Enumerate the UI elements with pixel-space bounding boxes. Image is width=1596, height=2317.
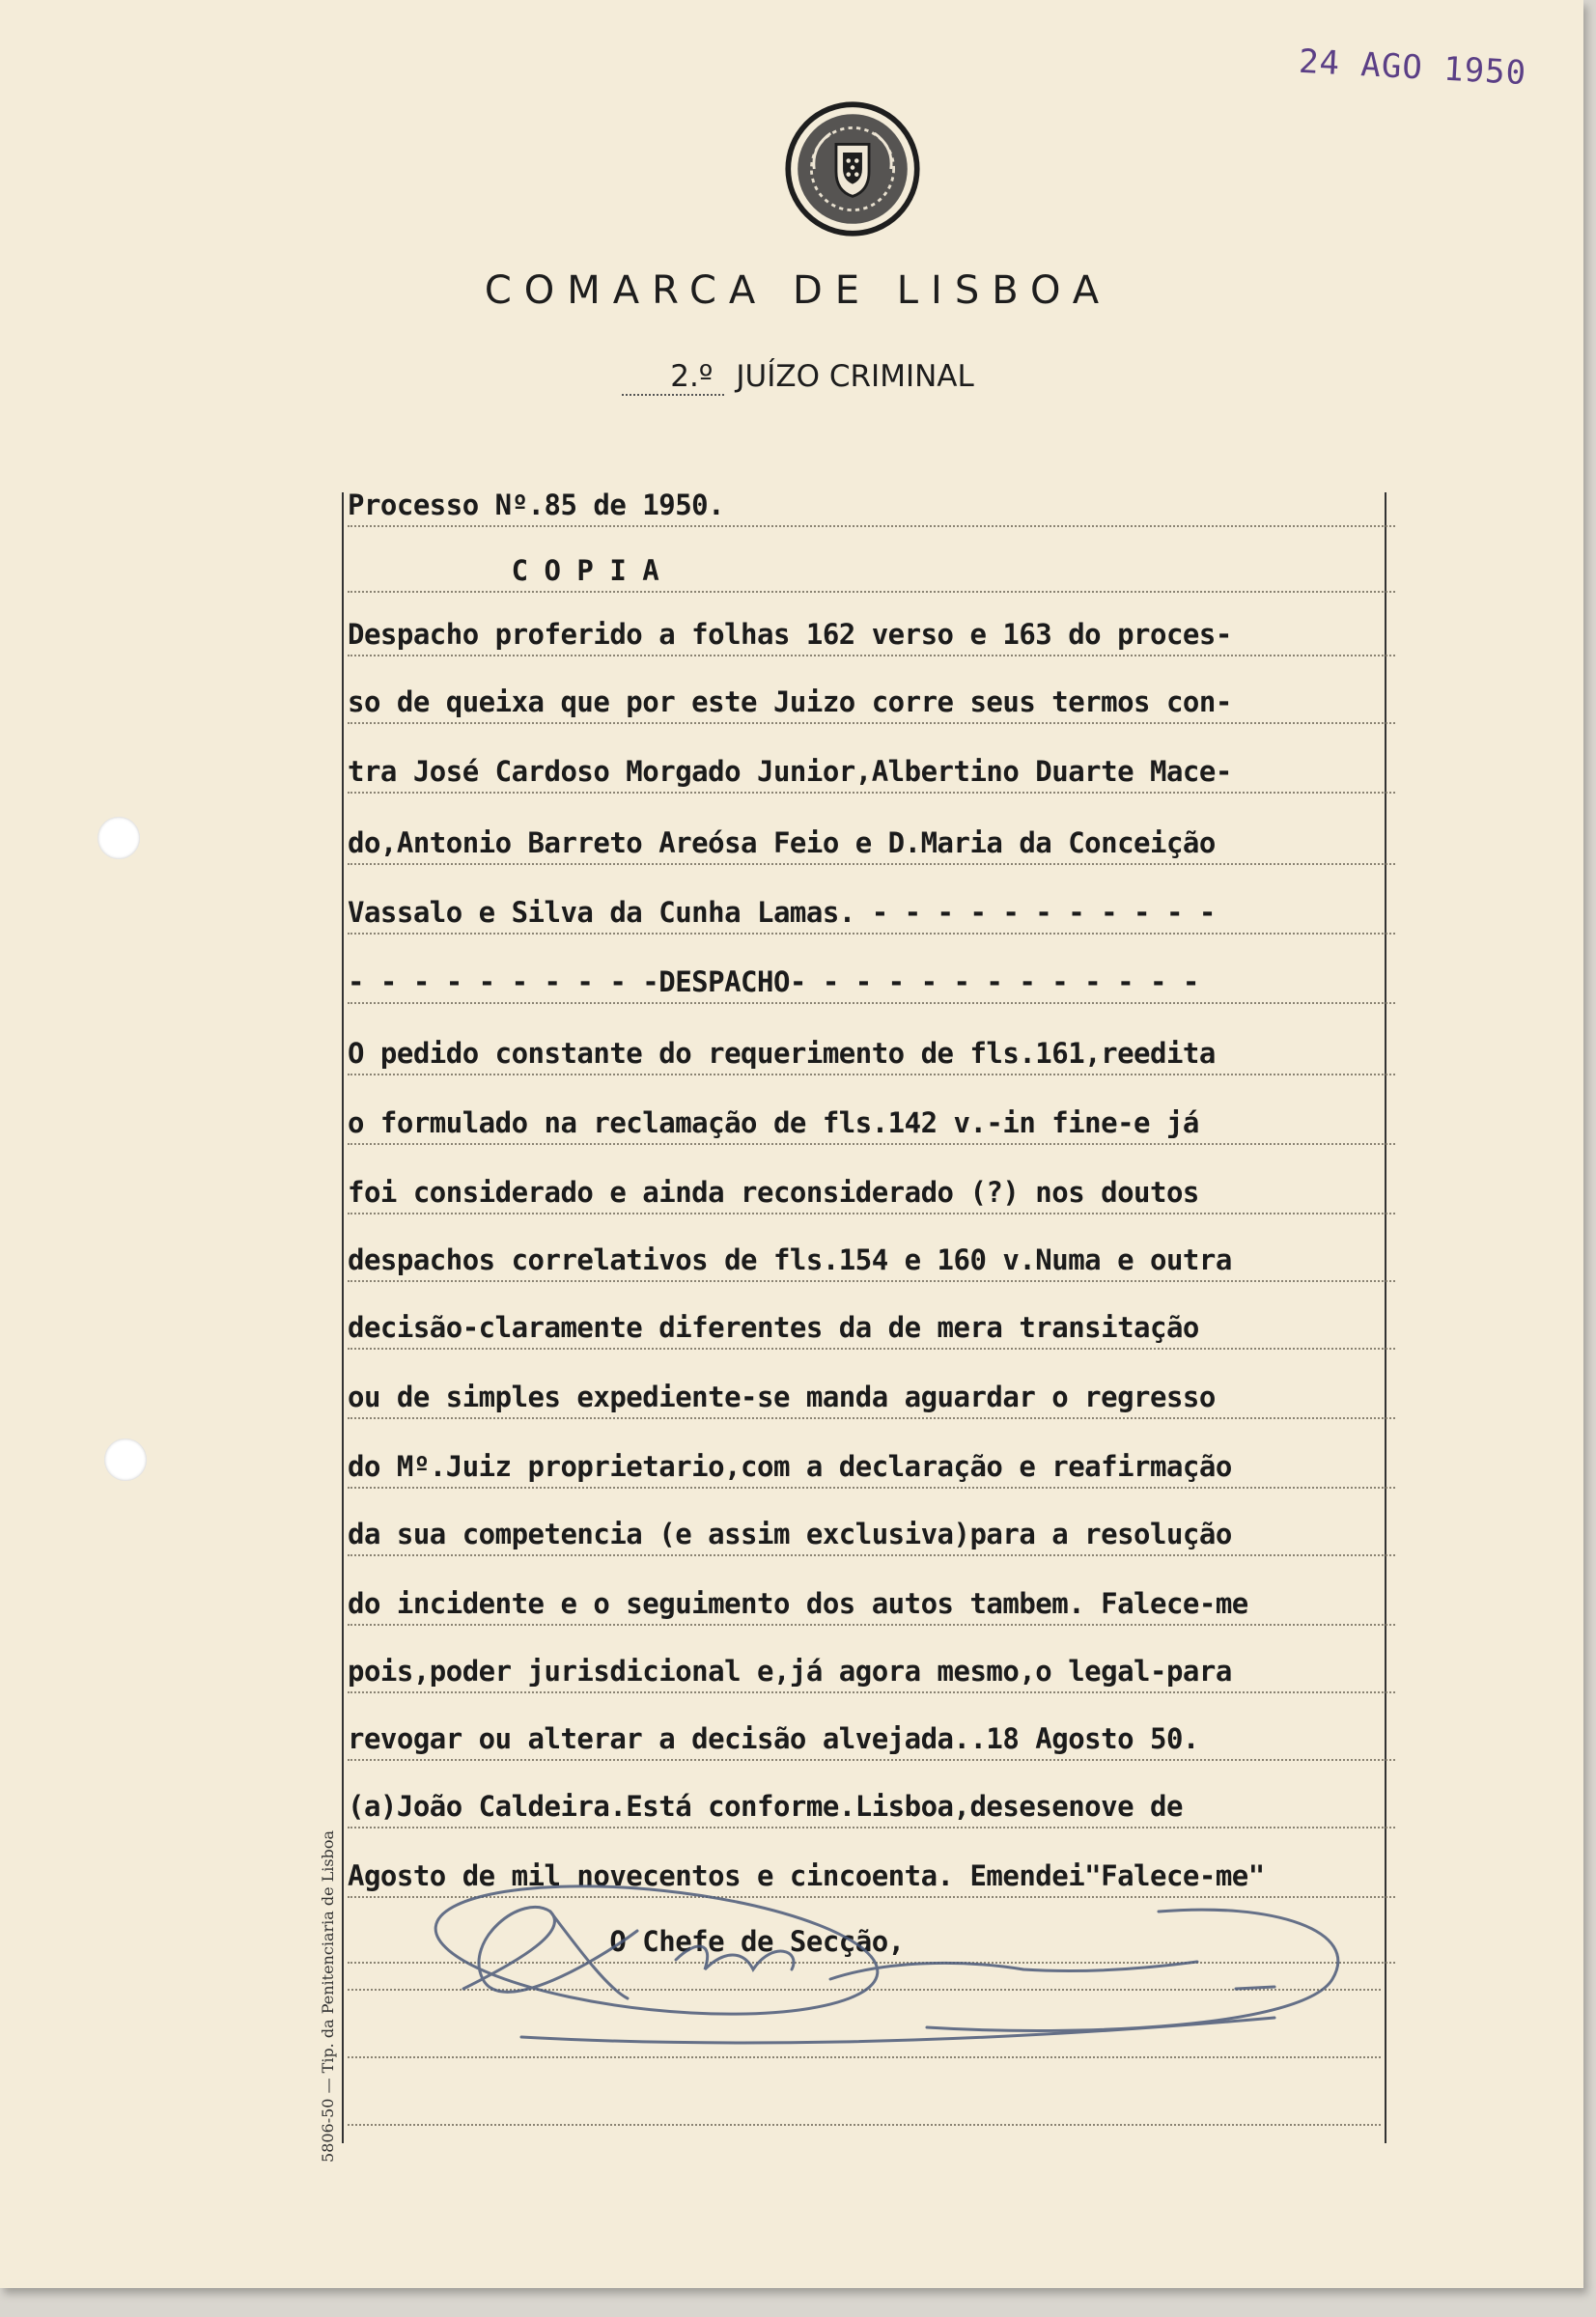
typed-line: pois,poder jurisdicional e,já agora mesmo,o legal-para <box>348 1643 1395 1693</box>
typed-line: o formulado na reclamação de fls.142 v.-in fine-e já <box>348 1095 1395 1145</box>
blank-ruled-line <box>348 2124 1381 2126</box>
typed-line: ou de simples expediente-se manda aguardar o regresso <box>348 1369 1395 1419</box>
typed-line: O pedido constante do requerimento de fls.161,reedita <box>348 1025 1395 1075</box>
typed-line: O Chefe de Secção, <box>348 1913 1395 1964</box>
court-title: COMARCA DE LISBOA <box>484 268 1112 313</box>
typed-line: do Mº.Juiz proprietario,com a declaração e reafirmação <box>348 1438 1395 1489</box>
section-number: 2.º <box>622 359 724 396</box>
section-heading <box>0 359 1596 396</box>
typed-line: so de queixa que por este Juizo corre seus termos con- <box>348 674 1395 724</box>
typed-line: Despacho proferido a folhas 162 verso e 163 do proces- <box>348 606 1395 656</box>
typed-line: da sua competencia (e assim exclusiva)para a resolução <box>348 1506 1395 1556</box>
punch-hole-bottom <box>104 1438 147 1481</box>
typed-line: tra José Cardoso Morgado Junior,Albertino Duarte Mace- <box>348 743 1395 794</box>
punch-hole-top <box>98 817 140 859</box>
typed-line: revogar ou alterar a decisão alvejada..18 Agosto 50. <box>348 1711 1395 1761</box>
typed-line: despachos correlativos de fls.154 e 160 v.Numa e outra <box>348 1232 1395 1282</box>
typed-line: - - - - - - - - - -DESPACHO- - - - - - - - - - - - - <box>348 954 1395 1004</box>
section-name: JUÍZO CRIMINAL <box>736 359 974 394</box>
typed-line: decisão-claramente diferentes da de mera transitação <box>348 1299 1395 1350</box>
printer-note: 5806-50 — Tip. da Penitenciaria de Lisboa <box>319 1829 337 2163</box>
typed-line: do,Antonio Barreto Areósa Feio e D.Maria da Conceição <box>348 815 1395 865</box>
typed-line: do incidente e o seguimento dos autos tambem. Falece-me <box>348 1576 1395 1626</box>
typed-line: Processo Nº.85 de 1950. <box>348 477 1395 527</box>
typed-line: Agosto de mil novecentos e cincoenta. Emendei"Falece-me" <box>348 1848 1395 1898</box>
handwritten-signature <box>406 1873 1410 2066</box>
typed-line: C O P I A <box>348 543 1395 593</box>
typed-line: foi considerado e ainda reconsiderado (?) nos doutos <box>348 1164 1395 1214</box>
date-stamp: 24 AGO 1950 <box>1298 42 1528 94</box>
coat-of-arms-seal <box>784 100 921 237</box>
typed-line: Vassalo e Silva da Cunha Lamas. - - - - - - - - - - - <box>348 884 1395 935</box>
typed-line: (a)João Caldeira.Está conforme.Lisboa,desesenove de <box>348 1778 1395 1828</box>
